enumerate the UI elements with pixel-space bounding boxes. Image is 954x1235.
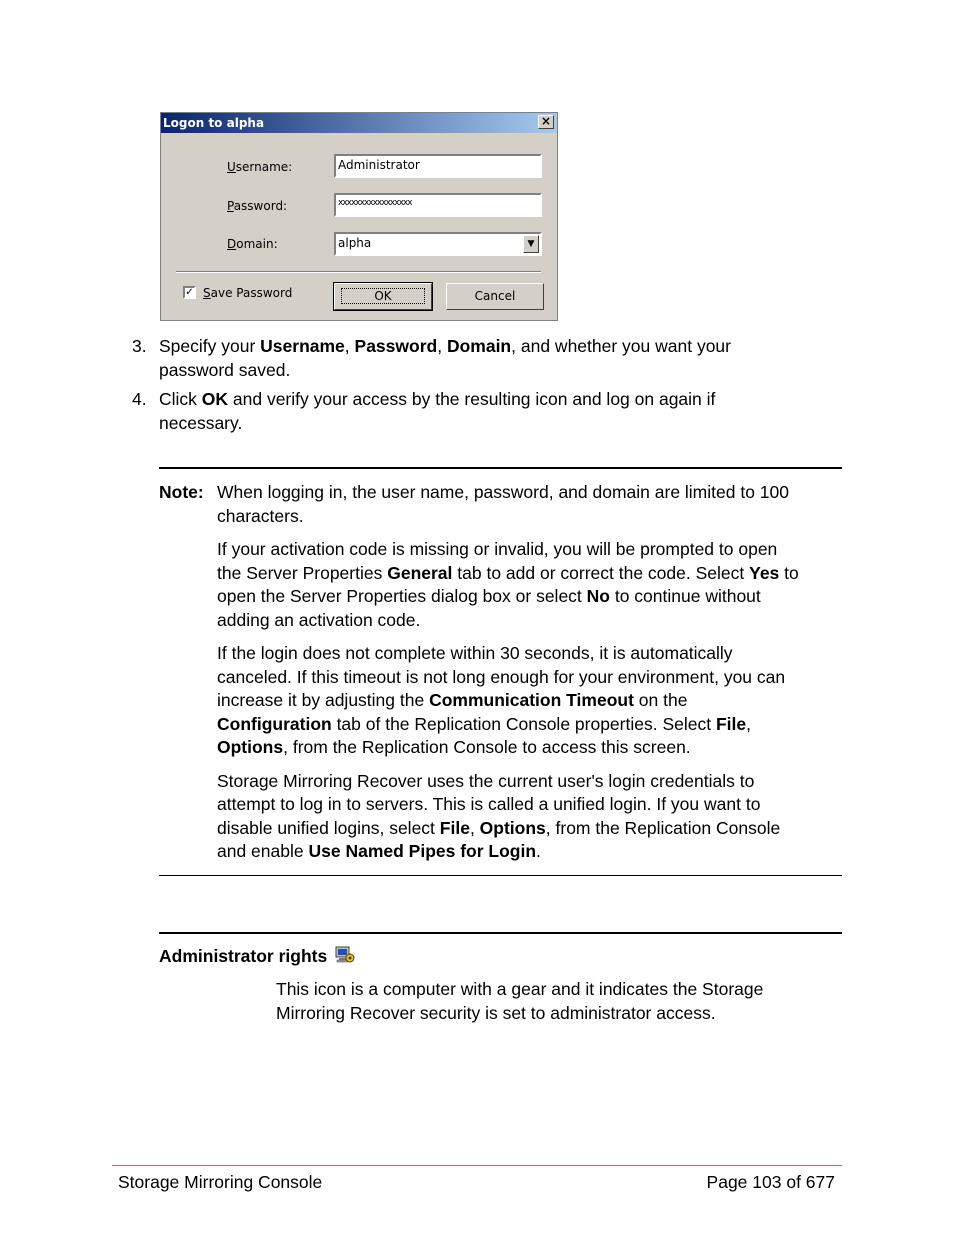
note-body <box>217 481 842 864</box>
note-paragraph-4: Storage Mirroring Recover uses the current user's login credentials to attempt to log in to servers. This is called a unified login. If you want to disable unified logins, select File, Options, from the Replication Console and enable Use Named Pipes for Login. <box>217 770 781 861</box>
footer-rule <box>112 1165 842 1166</box>
step-line: Specify your Username, Password, Domain, and whether you want your <box>159 336 731 356</box>
footer-title: Storage Mirroring Console <box>118 1172 323 1192</box>
logon-dialog <box>160 112 558 321</box>
step-line: password saved. <box>159 359 291 380</box>
ok-button[interactable]: OK <box>334 283 432 310</box>
admin-top-rule <box>159 932 842 934</box>
step-4 <box>132 388 852 435</box>
step-number: 4. <box>132 389 147 409</box>
step-line: necessary. <box>159 412 243 433</box>
save-password-label: Save Password <box>203 286 293 300</box>
computer-gear-icon <box>335 946 355 971</box>
note-top-rule <box>159 467 842 469</box>
note-paragraph-1: When logging in, the user name, password, and domain are limited to 100 characters. <box>217 482 789 526</box>
dialog-titlebar <box>161 113 557 133</box>
username-label: Username: <box>227 160 293 174</box>
admin-description: This icon is a computer with a gear and it indicates the Storage Mirroring Recover security is set to administrator access. <box>276 979 764 1023</box>
note-paragraph-2: If your activation code is missing or invalid, you will be prompted to open the Server Properties General tab to add or correct the code. Select Yes to open the Server Properties dialog box or select No to continue without adding an activation code. <box>217 539 799 630</box>
username-field[interactable]: Administrator <box>334 154 542 178</box>
domain-select[interactable] <box>334 232 542 256</box>
chevron-down-icon[interactable]: ▼ <box>523 235 539 253</box>
dialog-separator <box>176 271 541 273</box>
close-button[interactable]: × <box>538 115 554 129</box>
dialog-title: Logon to alpha <box>163 116 265 130</box>
cancel-button[interactable]: Cancel <box>446 283 544 310</box>
save-password-checkbox[interactable]: ✓ <box>183 286 196 299</box>
step-3 <box>132 335 852 382</box>
note-paragraph-3: If the login does not complete within 30 seconds, it is automatically canceled. If this timeout is not long enough for your environment, you can increase it by adjusting the Communication Timeout on the Configuration tab of the Replication Console properties. Select File, Options, from the Replication Console to access this screen. <box>217 643 786 757</box>
admin-heading: Administrator rights <box>159 945 355 971</box>
step-line: Click OK and verify your access by the resulting icon and log on again if <box>159 389 716 409</box>
domain-label: Domain: <box>227 237 278 251</box>
password-field[interactable]: xxxxxxxxxxxxxxxxx <box>334 193 542 217</box>
page-number: Page 103 of 677 <box>706 1172 835 1192</box>
note-label: Note: <box>159 482 204 502</box>
domain-value: alpha <box>338 236 372 250</box>
step-number: 3. <box>132 336 147 356</box>
password-label: Password: <box>227 199 288 213</box>
note-bottom-rule <box>159 875 842 876</box>
